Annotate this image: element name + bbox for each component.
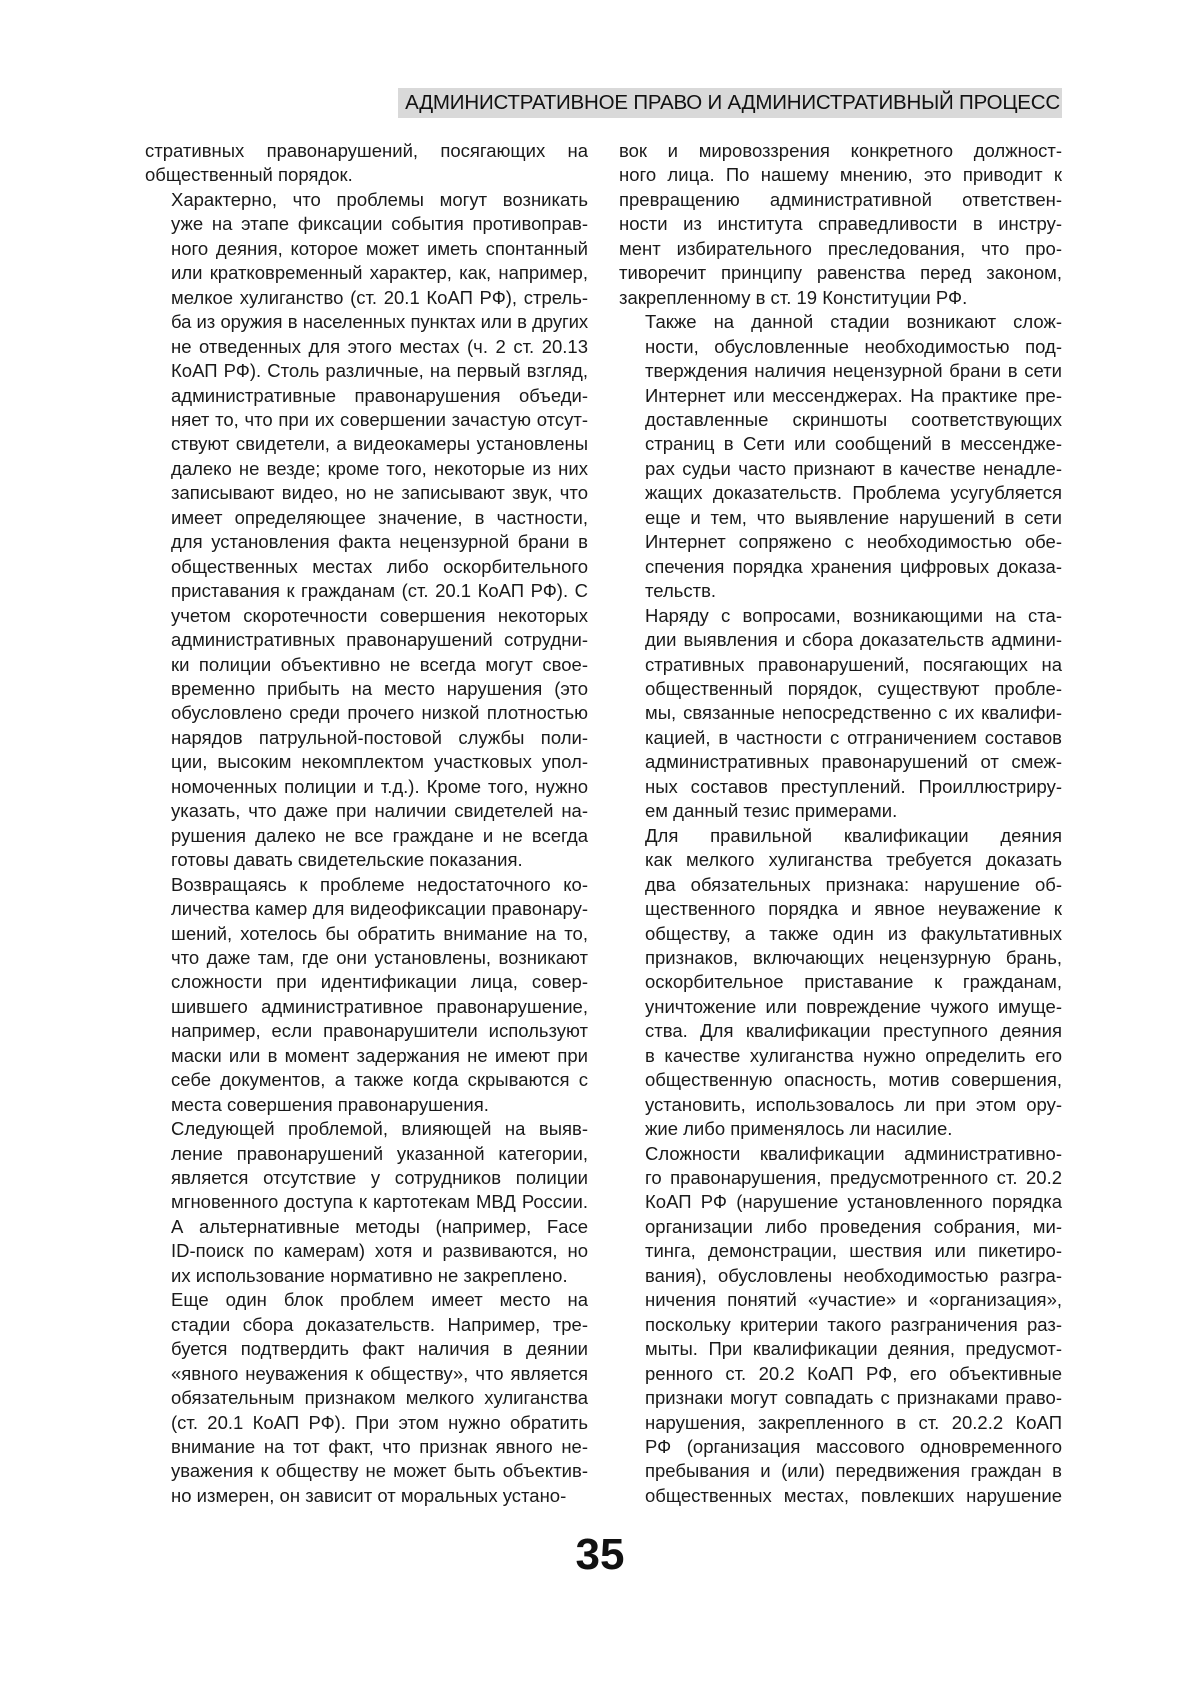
text-line: Для правильной квалификации деяния [645,824,1062,846]
text-line: буется подтвердить факт наличия в деянии [171,1338,588,1360]
paragraph [145,1288,588,1508]
text-line: приставания к гражданам (ст. 20.1 КоАП РФ). С [171,580,588,602]
text-line: «явного неуважения к обществу», что является [171,1362,588,1384]
text-line: страниц в Сети или сообщений в мессендже- [645,433,1062,455]
text-line: жие либо применялось ли насилие. [645,1118,953,1140]
text-line: Еще один блок проблем имеет место на [171,1289,588,1311]
text-line: поскольку критерии такого разграничения раз- [645,1313,1062,1335]
text-line: не отведенных для этого местах (ч. 2 ст. 20.13 [171,335,588,357]
text-line: или кратковременный характер, как, например, [171,262,588,284]
text-line: мы, связанные непосредственно с их квалифи- [645,702,1062,724]
text-line: сложности при идентификации лица, совер- [171,971,588,993]
text-line: превращению административной ответствен- [619,188,1062,210]
text-line: себе документов, а также когда скрываются с [171,1069,588,1091]
paragraph [145,188,588,873]
text-line: стративных правонарушений, посягающих на [645,653,1062,675]
text-line: ничения понятий «участие» и «организация», [645,1289,1062,1311]
paragraph [619,1142,1062,1509]
text-line: ки полиции объективно не всегда могут свое- [171,653,588,675]
right-column [619,139,1062,1508]
text-line: шений, хотелось бы обратить внимание на то, [171,922,588,944]
paragraph [619,139,1062,310]
text-line: Наряду с вопросами, возникающими на ста- [645,604,1062,626]
paragraph [145,873,588,1118]
text-line: для установления факта нецензурной брани в [171,531,588,553]
text-line: в качестве хулиганства нужно определить его [645,1044,1062,1066]
text-line: рах судьи часто признают в качестве ненадле- [645,457,1062,479]
text-line: тверждения наличия нецензурной брани в сети [645,360,1062,382]
text-line: но измерен, он зависит от моральных устано- [171,1484,567,1506]
text-line: например, если правонарушители используют [171,1020,588,1042]
text-line: закрепленному в ст. 19 Конституции РФ. [619,286,968,308]
text-line: как мелкого хулиганства требуется доказать [645,849,1062,871]
text-line: обязательным признаком мелкого хулиганства [171,1387,588,1409]
text-line: уже на этапе фиксации события противоправ- [171,213,588,235]
text-line: ем данный тезис примерами. [645,800,898,822]
text-line: ление правонарушений указанной категории, [171,1142,588,1164]
text-line: их использование нормативно не закреплено. [171,1264,568,1286]
text-line: Характерно, что проблемы могут возникать [171,188,588,210]
text-line: ствуют свидетели, а видеокамеры установлены [171,433,588,455]
text-line: вания), обусловлены необходимостью разгра- [645,1264,1062,1286]
text-line: Возвращаясь к проблеме недостаточного ко- [171,873,588,895]
running-head: АДМИНИСТРАТИВНОЕ ПРАВО И АДМИНИСТРАТИВНЫЙ ПРОЦЕСС [398,88,1062,118]
paragraph [619,310,1062,603]
left-column-text [145,139,588,1508]
text-line: ства. Для квалификации преступного деяния [645,1020,1062,1042]
text-line: что даже там, где они установлены, возникают [171,946,588,968]
text-line: является отсутствие у сотрудников полиции [171,1167,588,1189]
text-line: учетом скоротечности совершения некоторых [171,604,588,626]
text-line: (ст. 20.1 КоАП РФ). При этом нужно обратить [171,1411,588,1433]
text-line: признаков, включающих нецензурную брань, [645,946,1062,968]
text-line: внимание на тот факт, что признак явного не- [171,1436,588,1458]
text-line: оскорбительное приставание к гражданам, [645,971,1062,993]
text-line: го правонарушения, предусмотренного ст. 20.2 [645,1167,1062,1189]
text-line: два обязательных признака: нарушение об- [645,873,1062,895]
text-line: общественную опасность, мотив совершения, [645,1069,1062,1091]
text-line: записывают видео, но не записывают звук, что [171,482,588,504]
text-line: административных правонарушений сотрудни- [171,629,588,651]
text-line: Интернет или мессенджерах. На практике пре- [645,384,1062,406]
text-line: организации либо проведения собрания, ми- [645,1215,1062,1237]
text-line: мыты. При квалификации деяния, предусмот- [645,1338,1062,1360]
text-line: номоченных полиции и т.д.). Кроме того, нужно [171,775,588,797]
paragraph [619,604,1062,824]
paragraph [619,824,1062,1142]
page-number: 35 [575,1530,625,1579]
text-line: временно прибыть на место нарушения (это [171,677,588,699]
text-line: няет то, что при их совершении зачастую отсут- [171,408,588,430]
text-line: обусловлено среди прочего низкой плотностью [171,702,588,724]
text-line: доставленные скриншоты соответствующих [645,408,1062,430]
text-line: ции, высоким некомплектом участковых упол- [171,751,588,773]
text-line: мгновенного доступа к картотекам МВД России. [171,1191,588,1213]
left-column [145,139,588,1508]
text-line: стративных правонарушений, посягающих на [145,140,588,161]
text-line: тиворечит принципу равенства перед законом, [619,262,1062,284]
text-line: РФ (организация массового одновременного [645,1436,1062,1458]
text-line: Интернет сопряжено с необходимостью обе- [645,531,1062,553]
text-line: щественного порядка и явное неуважение к [645,898,1062,920]
text-line: рушения далеко не все граждане и не всегда [171,824,588,846]
text-line: указать, что даже при наличии свидетелей на- [171,800,588,822]
text-line: кацией, в частности с отграничением составов [645,726,1062,748]
text-line: ба из оружия в населенных пунктах или в других [171,311,588,333]
text-line: тинга, демонстрации, шествия или пикетиро- [645,1240,1062,1262]
text-line: ных составов преступлений. Проиллюстриру- [645,775,1062,797]
text-line: общественных местах, повлекших нарушение [645,1484,1062,1506]
text-line: имеет определяющее значение, в частности, [171,506,588,528]
text-line: еще и тем, что выявление нарушений в сети [645,506,1062,528]
text-line: нарушения, закрепленного в ст. 20.2.2 КоАП [645,1411,1062,1433]
text-line: пребывания и (или) передвижения граждан в [645,1460,1062,1482]
text-line: личества камер для видеофиксации правонару- [171,898,588,920]
text-line: общественный порядок, существуют пробле- [645,677,1062,699]
text-line: административные правонарушения объеди- [171,384,588,406]
text-line: уважения к обществу не может быть объектив- [171,1460,588,1482]
text-line: А альтернативные методы (например, Face [171,1215,588,1237]
text-line: ного деяния, которое может иметь спонтанный [171,237,588,259]
text-line: уничтожение или повреждение чужого имуще- [645,995,1062,1017]
text-line: ренного ст. 20.2 КоАП РФ, его объективные [645,1362,1062,1384]
text-line: КоАП РФ). Столь различные, на первый взгляд, [171,360,588,382]
text-line: тельств. [645,580,717,602]
paragraph [145,139,588,188]
right-column-text [619,139,1062,1508]
text-line: ности из института справедливости в инстру- [619,213,1062,235]
text-line: общественный порядок. [145,164,353,186]
text-line: ID-поиск по камерам) хотя и развиваются, но [171,1240,588,1262]
text-line: далеко не везде; кроме того, некоторые из них [171,457,588,479]
text-line: Следующей проблемой, влияющей на выяв- [171,1118,588,1140]
text-line: мент избирательного преследования, что про- [619,237,1062,259]
paragraph [145,1117,588,1288]
text-line: места совершения правонарушения. [171,1093,489,1115]
text-line: готовы давать свидетельские показания. [171,849,523,871]
text-line: ного лица. По нашему мнению, это приводит к [619,164,1062,186]
text-line: вок и мировоззрения конкретного должност- [619,140,1062,161]
text-line: установить, использовалось ли при этом ору- [645,1093,1062,1115]
text-line: Также на данной стадии возникают слож- [645,311,1062,333]
text-line: спечения порядка хранения цифровых доказа- [645,555,1062,577]
text-line: стадии сбора доказательств. Например, тре- [171,1313,588,1335]
text-line: жащих доказательств. Проблема усугубляется [645,482,1062,504]
text-line: административных правонарушений от смеж- [645,751,1062,773]
text-line: обществу, а также один из факультативных [645,922,1062,944]
text-line: нарядов патрульной-постовой службы поли- [171,726,588,748]
text-line: Сложности квалификации административно- [645,1142,1062,1164]
text-line: мелкое хулиганство (ст. 20.1 КоАП РФ), стрель- [171,286,588,308]
text-line: дии выявления и сбора доказательств админи- [645,629,1062,651]
text-line: общественных местах либо оскорбительного [171,555,588,577]
text-line: маски или в момент задержания не имеют при [171,1044,588,1066]
text-line: шившего административное правонарушение, [171,995,588,1017]
text-line: ности, обусловленные необходимостью под- [645,335,1062,357]
text-line: КоАП РФ (нарушение установленного порядка [645,1191,1062,1213]
text-line: признаки могут совпадать с признаками право- [645,1387,1062,1409]
